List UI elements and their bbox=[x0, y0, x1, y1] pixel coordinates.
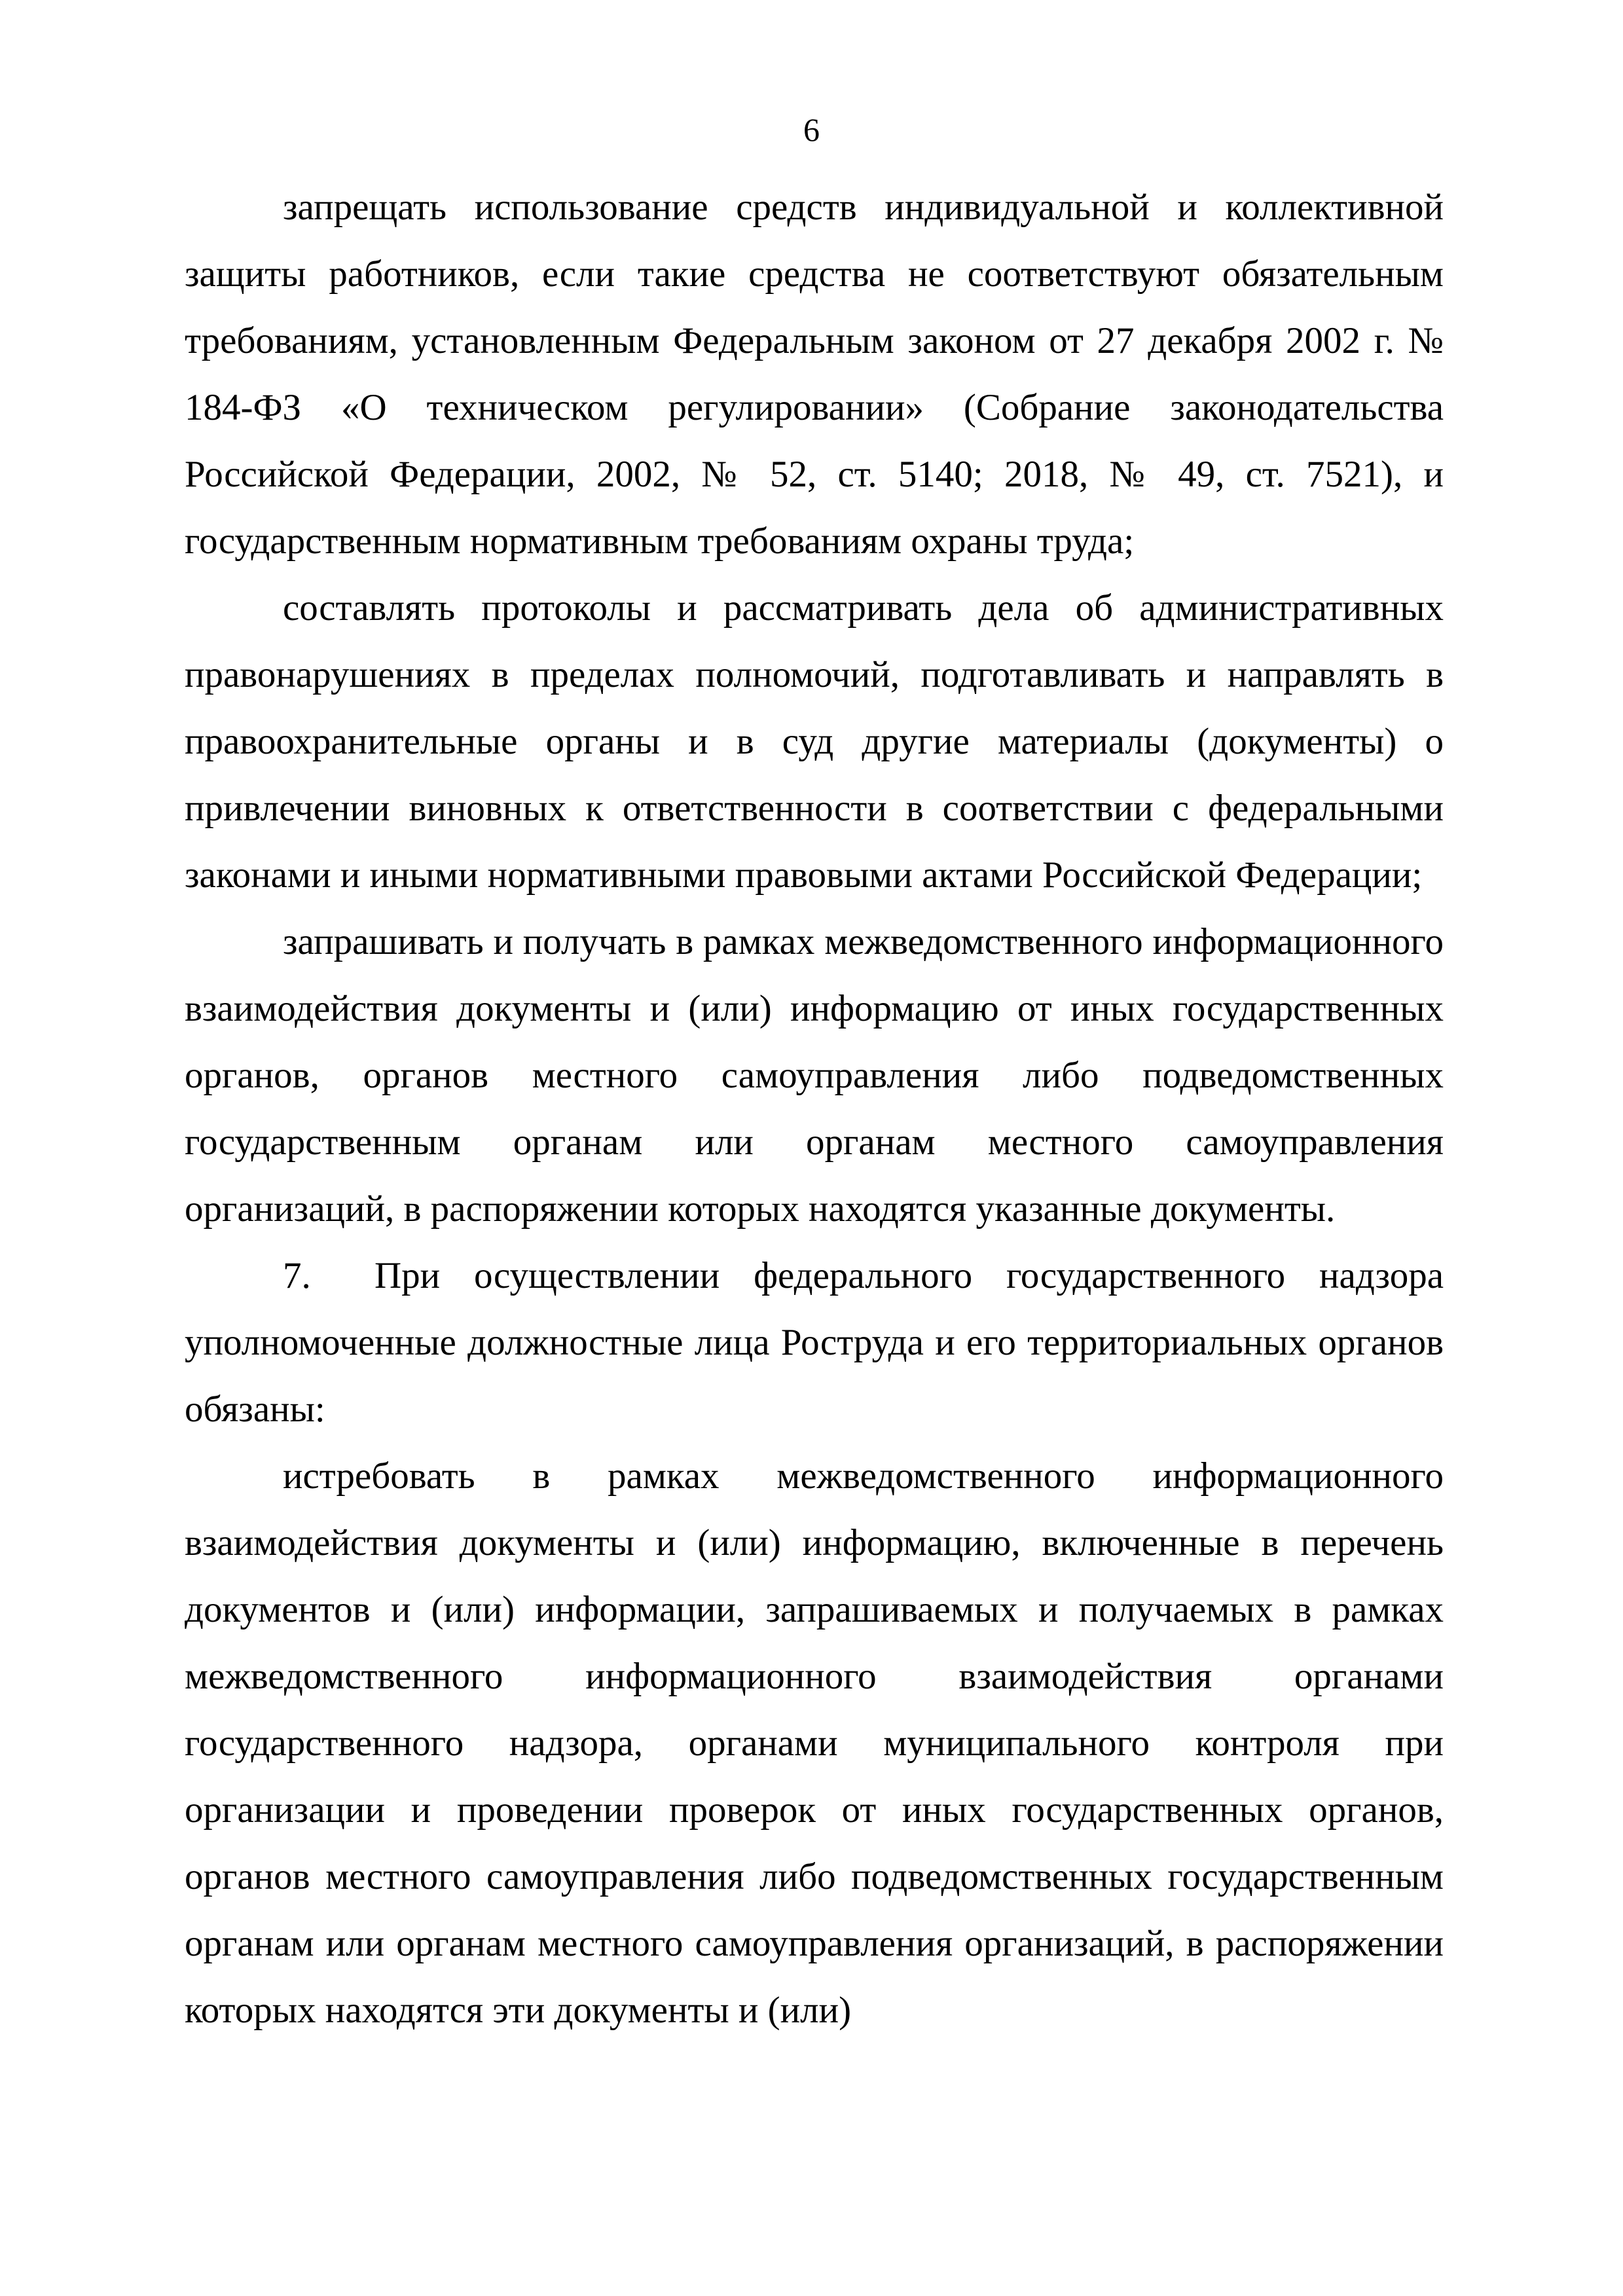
paragraph-ppe-prohibition: запрещать использование средств индивидуальной и коллективной защиты работников, если такие средства не соответствуют обязательным требованиям, установленным Федеральным законом от 27 декабря 2002 г. № 184-ФЗ «О техническом регулировании» (Собрание законодательства Российской Федерации, 2002, № 52, ст. 5140; 2018, № 49, ст. 7521), и государственным нормативным требованиям охраны труда; bbox=[185, 187, 1444, 562]
paragraph-section-7 bbox=[185, 1243, 1444, 1443]
page-number: 6 bbox=[803, 111, 820, 148]
paragraph-obtain-documents: истребовать в рамках межведомственного информационного взаимодействия документы и (или) информацию, включенные в перечень документов и (или) информации, запрашиваемых и получаемых в рамках межведомственного информационного взаимодействия органами государственного надзора, органами муниципального контроля при организации и проведении проверок от иных государственных органов, органов местного самоуправления либо подведомственных государственным органам или органам местного самоуправления организаций, в распоряжении которых находятся эти документы и (или) bbox=[185, 1455, 1444, 2031]
section-number: 7. bbox=[283, 1255, 311, 1296]
paragraph-request-documents: запрашивать и получать в рамках межведомственного информационного взаимодействия документы и (или) информацию от иных государственных органов, органов местного самоуправления либо подведомственных государственным органам или органам местного самоуправления организаций, в распоряжении которых находятся указанные документы. bbox=[185, 921, 1444, 1230]
paragraph-protocols: составлять протоколы и рассматривать дела об административных правонарушениях в пределах полномочий, подготавливать и направлять в правоохранительные органы и в суд другие материалы (документы) о привлечении виновных к ответственности в соответствии с федеральными законами и иными нормативными правовыми актами Российской Федерации; bbox=[185, 587, 1444, 896]
document-body bbox=[185, 174, 1444, 2044]
section-7-text: При осуществлении федерального государственного надзора уполномоченные должностные лица Роструда и его территориальных органов обязаны: bbox=[185, 1255, 1444, 1430]
